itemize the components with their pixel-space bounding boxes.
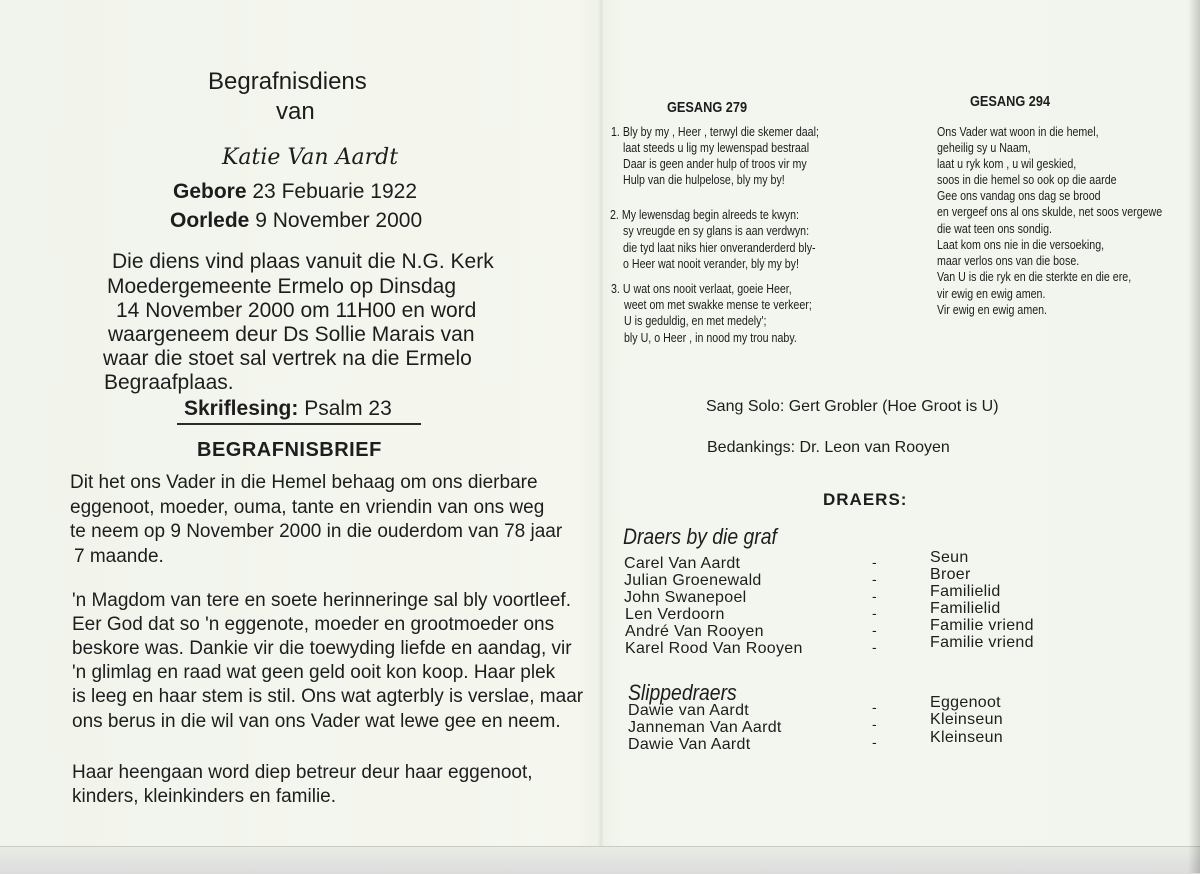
hymn-294-line: Gee ons vandag ons dag se brood: [937, 188, 1101, 203]
hymn-279-line: 1. Bly by my , Heer , terwyl die skemer daal;: [611, 124, 819, 139]
hymn-279-line: Daar is geen ander hulp of troos vir my: [623, 156, 807, 171]
birth-date-line: [173, 180, 417, 204]
letter-line: ons berus in die wil van ons Vader wat lewe gee en neem.: [72, 711, 561, 732]
bearer-name: Carel Van Aardt: [624, 555, 741, 572]
bearer-name: Julian Groenewald: [624, 572, 762, 589]
letter-title: BEGRAFNISBRIEF: [197, 439, 382, 461]
hymn-279-line: bly U, o Heer , in nood my trou naby.: [624, 330, 797, 345]
hymn-279-line: 2. My lewensdag begin alreeds te kwyn:: [610, 207, 800, 222]
letter-line: Dit het ons Vader in die Hemel behaag om ons dierbare: [70, 472, 538, 493]
hymn-279-line: 3. U wat ons nooit verlaat, goeie Heer,: [611, 281, 792, 296]
hymn-294-line: maar verlos ons van die bose.: [937, 253, 1080, 268]
service-line: Moedergemeente Ermelo op Dinsdag: [107, 275, 457, 298]
program-title-van: van: [276, 98, 315, 125]
hymn-279-title: GESANG 279: [667, 99, 748, 116]
hymn-294-line: vir ewig en ewig amen.: [937, 286, 1046, 301]
born-date: 23 Febuarie 1922: [252, 180, 418, 203]
bearer-name: André Van Rooyen: [625, 623, 764, 640]
bearer-relation: Familie vriend: [930, 634, 1034, 651]
scan-edge: [0, 846, 1200, 874]
bearer-dash: -: [872, 639, 877, 655]
service-line: waargeneem deur Ds Sollie Marais van: [108, 323, 475, 346]
hymn-279-line: laat steeds u lig my lewenspad bestraal: [623, 140, 810, 155]
center-fold: [598, 0, 604, 873]
bearer-name: John Swanepoel: [624, 589, 747, 606]
letter-line: eggenoot, moeder, ouma, tante en vriendin van ons weg: [70, 497, 545, 518]
hymn-294-title: GESANG 294: [970, 93, 1051, 110]
letter-line: te neem op 9 November 2000 in die ouderdom van 78 jaar: [70, 521, 563, 542]
bearer-relation: Eggenoot: [930, 694, 1001, 711]
letter-line: Haar heengaan word diep betreur deur haar eggenoot,: [72, 762, 533, 783]
died-date: 9 November 2000: [255, 209, 423, 232]
bearer-relation: Familie vriend: [930, 617, 1034, 634]
service-line: Begraafplaas.: [104, 371, 234, 394]
reading-value: Psalm 23: [304, 397, 392, 420]
letter-line: kinders, kleinkinders en familie.: [72, 786, 337, 807]
letter-line: 'n glimlag en raad wat geen geld ooit kon koop. Haar plek: [72, 662, 556, 683]
bearer-relation: Broer: [930, 566, 971, 583]
acknowledgements: Bedankings: Dr. Leon van Rooyen: [707, 439, 950, 456]
letter-line: 'n Magdom van tere en soete herinneringe sal bly voortleef.: [72, 590, 571, 611]
bearer-dash: -: [872, 588, 877, 604]
hymn-294-line: Van U is die ryk en die sterkte en die ere,: [937, 269, 1132, 284]
letter-line: is leeg en haar stem is stil. Ons wat agterbly is verslae, maar: [72, 686, 584, 707]
service-line: waar die stoet sal vertrek na die Ermelo: [103, 347, 472, 370]
bearer-name: Dawie van Aardt: [628, 702, 750, 719]
bearer-relation: Kleinseun: [930, 729, 1003, 746]
bearer-dash: -: [872, 622, 877, 638]
program-title: Begrafnisdiens: [208, 68, 367, 95]
scan-shadow: [1188, 0, 1200, 873]
letter-line: beskore was. Dankie vir die toewyding liefde en aandag, vir: [72, 638, 572, 659]
slip-bearers-title: Slippedraers: [628, 680, 737, 705]
hymn-294-line: die wat teen ons sondig.: [937, 221, 1052, 236]
hymn-294-line: soos in die hemel so ook op die aarde: [937, 172, 1117, 187]
hymn-279-line: o Heer wat nooit verander, bly my by!: [623, 256, 799, 271]
bearer-dash: -: [872, 734, 877, 750]
hymn-294-line: geheilig sy u Naam,: [937, 140, 1031, 155]
bearer-dash: -: [872, 699, 877, 715]
bearer-dash: -: [872, 554, 877, 570]
reading-label: Skriflesing:: [184, 397, 299, 420]
hymn-294-line: laat u ryk kom , u wil geskied,: [937, 156, 1077, 171]
bearer-dash: -: [872, 716, 877, 732]
hymn-294-line: Vir ewig en ewig amen.: [937, 302, 1048, 317]
letter-line: 7 maande.: [74, 546, 164, 567]
hymn-279-line: U is geduldig, en met medely';: [624, 313, 767, 328]
bearer-relation: Familielid: [930, 600, 1001, 617]
bearer-relation: Seun: [930, 549, 969, 566]
scripture-reading: [184, 397, 392, 421]
bearer-name: Janneman Van Aardt: [628, 719, 782, 736]
died-label: Oorlede: [170, 209, 250, 232]
death-date-line: [170, 209, 422, 233]
service-line: 14 November 2000 om 11H00 en word: [116, 299, 477, 322]
deceased-name: Katie Van Aardt: [222, 145, 399, 170]
bearer-relation: Kleinseun: [930, 711, 1003, 728]
bearer-relation: Familielid: [930, 583, 1001, 600]
bearer-dash: -: [872, 605, 877, 621]
letter-line: Eer God dat so 'n eggenote, moeder en grootmoeder ons: [72, 614, 555, 635]
bearer-name: Len Verdoorn: [625, 606, 725, 623]
hymn-279-line: Hulp van die hulpelose, bly my by!: [623, 172, 785, 187]
hymn-279-line: die tyd laat niks hier onveranderderd bly-: [623, 240, 816, 255]
born-label: Gebore: [173, 180, 247, 203]
service-line: Die diens vind plaas vanuit die N.G. Kerk: [112, 250, 494, 273]
hymn-279-line: sy vreugde en sy glans is aan verdwyn:: [623, 223, 810, 238]
solo-singer: Sang Solo: Gert Grobler (Hoe Groot is U): [706, 398, 999, 415]
hymn-294-line: Ons Vader wat woon in die hemel,: [937, 124, 1099, 139]
hymn-294-line: en vergeef ons al ons skulde, net soos vergewe: [937, 204, 1163, 219]
graveside-bearers-title: Draers by die graf: [623, 524, 777, 549]
bearer-name: Dawie Van Aardt: [628, 736, 751, 753]
hymn-279-line: weet om met swakke mense te verkeer;: [624, 297, 812, 312]
divider: [177, 423, 421, 425]
bearer-name: Karel Rood Van Rooyen: [625, 640, 803, 657]
pallbearers-title: DRAERS:: [823, 490, 908, 509]
bearer-dash: -: [872, 571, 877, 587]
hymn-294-line: Laat kom ons nie in die versoeking,: [937, 237, 1105, 252]
